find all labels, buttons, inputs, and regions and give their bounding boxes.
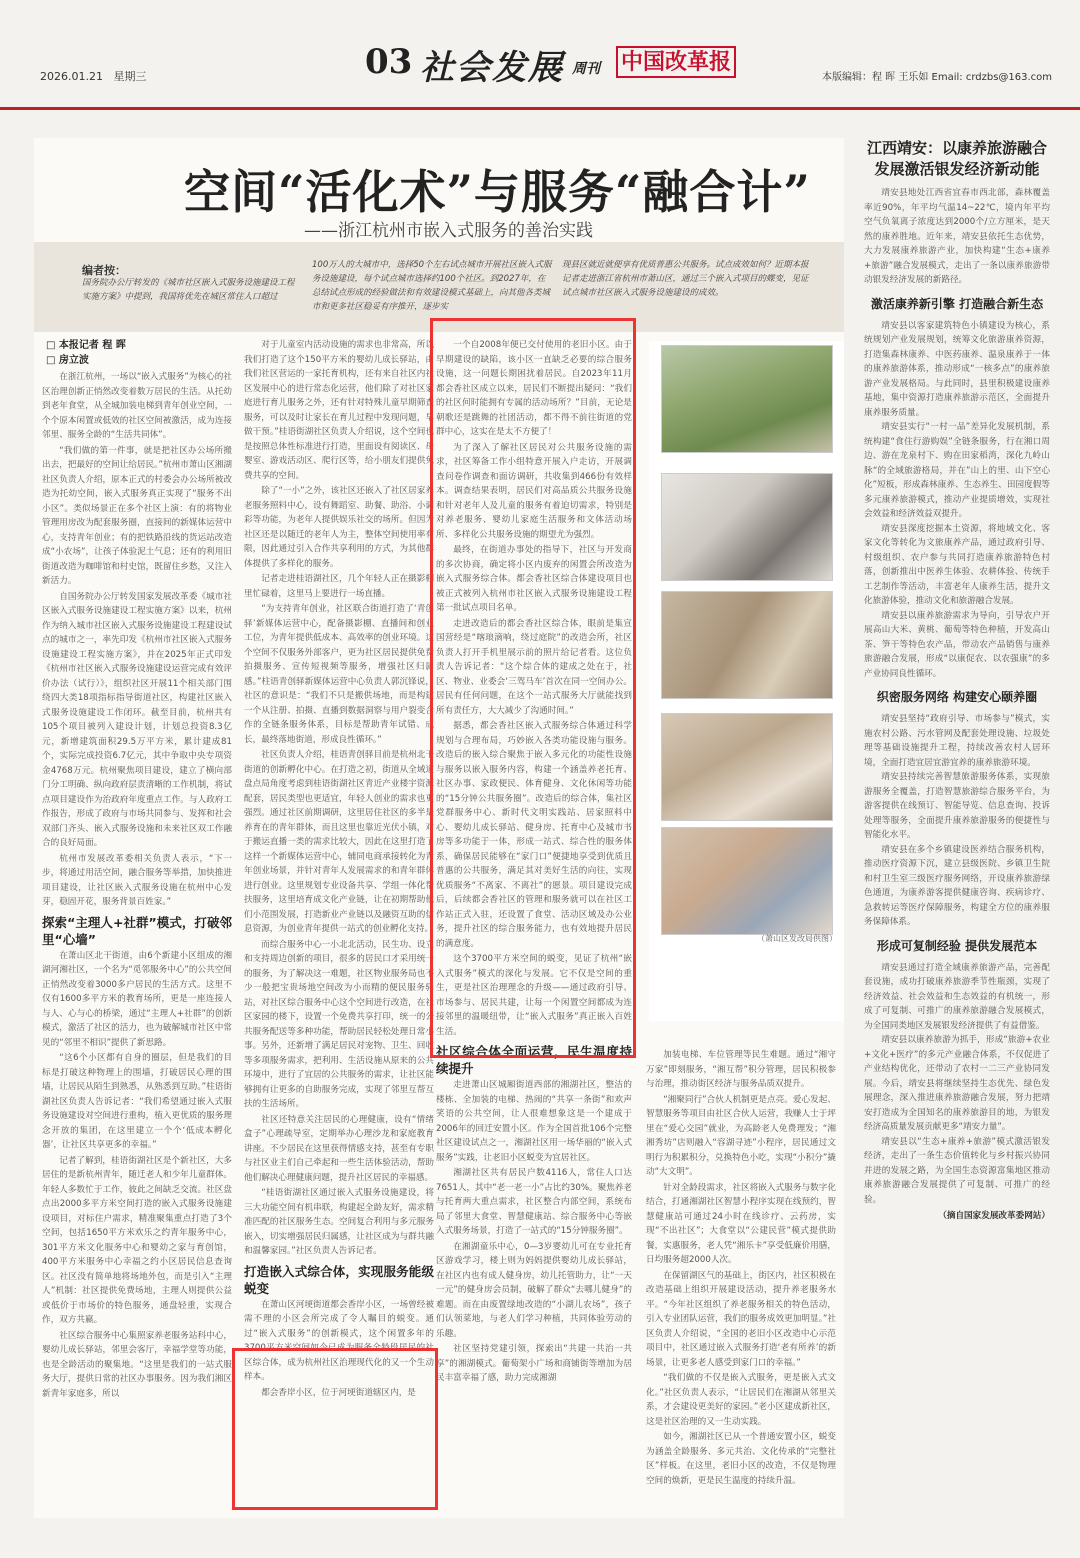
paragraph: 在萧山区河埂街道都会香岸小区，一场曾经被需不理的小区会所完成了令人瞩目的蜕变。通过“嵌入式服务”的创新模式，这个闲置多年的3700平方米空间如今已成为服务全龄段居民的社区综合体，成为杭州社区治理现代化的又一个生动样本。 (244, 1299, 434, 1382)
main-article (34, 138, 844, 1518)
issue-date: 2026.01.21 星期三 (40, 70, 147, 83)
article-subtitle: ——浙江杭州市嵌入式服务的善治实践 (304, 221, 593, 241)
paragraph: 记者走进桂语湖社区，几个年轻人正在摄影棚里忙碌着，这里马上要进行一场直播。 (244, 574, 434, 599)
paragraph: 湘湖社区共有居民户数4116人，常住人口达7651人，其中“老一老一小”占比约30%。聚焦养老与托育两大重点需求，社区整合内部空间，系统布局了邻里大食堂、智慧健康站、综合服务中心等嵌入式服务场景，打造了一站式的“15分钟服务圈”。 (436, 1168, 632, 1236)
sidebar-title-line1: 江西靖安：以康养旅游融合 (866, 139, 1047, 157)
paragraph: 靖安县以“生态+康养+旅游”模式激活银发经济，走出了一条生态价值转化与乡村振兴协同并进的发展之路，为全国生态资源富集地区推动康养旅游融合发展提供了可复制、可推广的经验。 (864, 1136, 1050, 1205)
paragraph: 靖安县实行“一村一品”差异化发展机制，系统构建“食住行游购娱”全链条服务，行在湘口周边、游在龙泉村下、购在田家稻湾，深化九岭山脉“的全域旅游格局，并在”山上的里、山下空心化”短板，形成森林康养、生态养生、田园度假等多元康养旅游模式，推动产业提质增效，实现社会效益和经济效益双提升。 (864, 422, 1050, 519)
paragraph: 在湘湖童乐中心，0—3岁婴幼儿可在专业托育区游戏学习，楼上则为妈妈提供婴幼儿成长驿站，在社区内也有成人健身房，幼儿托管助力，让“一天一元”的健身房会员制，破解了群众“去哪儿健身”的难题。而在由废置绿地改造的“小湖儿农场”，孩子们认领菜地，与老人们学习种植，共同体验劳动的乐趣。 (436, 1241, 632, 1339)
article-column-4 (646, 1048, 836, 1500)
paragraph: “我们做的第一件事，就是把社区办公场所搬出去，把最好的空间让给居民。”杭州市萧山区湘湖社区负责人介绍，原本正式的村委会办公场所被改造为托幼空间，嵌入式服务真正实现了“服务不出小区”。类似场景正在多个社区上演：有的将物业管理用房改为配套服务圈，直接间的新媒体运营中心，支持青年创业；有的把铁路沿线的货运站改造成“小农场”，让孩子体验泥土气息；还有的利用旧街道改造为咖啡馆和村史馆，既留住乡愁，又注入新活力。 (42, 445, 232, 586)
weekly-label: 周刊 (572, 61, 600, 77)
paragraph: 为了深入了解社区居民对公共服务设施的需求，社区筹备工作小组特意开展入户走访，开展调查问卷作调查和面访调研，共收集到466份有效样本。调查结果表明，居民们对高品质公共服务设施和针对老年人及儿童的服务有着迫切需求，特别是对养老服务、婴幼儿家庭生活服务和文体活动场所、多样化公共服务设施的期望尤为强烈。 (436, 442, 632, 540)
paragraph: 靖安县通过打造全域康养旅游产品，完善配套设施，成功打破康养旅游季节性瓶颈，实现了经济效益、社会效益和生态效益的有机统一，形成了可复制、可推广的康养旅游融合发展模式，为全国同类地区发展银发经济提供了有益借鉴。 (864, 962, 1050, 1031)
paragraph: 而综合服务中心一小北北活动，民生功、设立和支持周边创新的项目，很多的居民口才采用统一的服务，为了解决这一难题，社区物业服务局也不少一般把宝贵场地空间改为小而精的便民服务驿站，对社区综合服务中心这个空间进行改造，在社区家园的楼下，设置一个免费共享打印，统一的公共服务配送等多种功能，帮助居民轻松处理日常小事。另外，还新增了满足居民对宠物、卫生、回收等多项服务需求，把利用、生活设施从原来的公共环境中，进行了宜居的公共服务的需求，让社区能够拥有让更多的自助服务完成，实现了邻里互帮互扶的生活场所。 (244, 939, 434, 1109)
paragraph: “为支持青年创业，社区联合街道打造了‘青创驿’新媒体运营中心，配备摄影棚、直播间和创业工位，为青年提供低成本、高效率的创业环境。这个空间不仅服务外部客户，更为社区居民提供免费拍摄服务、宣传短视频等服务，增强社区归属感。”柱语青创驿新媒体运营中心负责人郭沉锋说，社区的意识是：“我们不只是搬供场地，而是构建一个从注册、拍摄、直播到数据洞察与用户裂变合作的全链条服务体系，目标是帮助青年试错、成长，最终落地街道，形成良性循环。” (244, 604, 434, 745)
byline (46, 338, 126, 368)
paragraph: 在萧山区北干街道，由6个新建小区组成的湘湖河湘社区，一个名为“觅邻服务中心”的公共空间正悄然改变着3000多户居民的生活方式。这里不仅有1600多平方米的教育场所，更是一座连接人与人、心与心的桥梁，通过“主理人+社群”的创新模式，激活了社区的活力，也为破解城市社区中常见的“邻里不相识”提供了新思路。 (42, 950, 232, 1048)
paragraph: 在浙江杭州，一场以“嵌入式服务”为核心的社区治理创新正悄然改变着数万居民的生活。从托幼到老年食堂，从全城加装电梯到青年创业空间，一个个原本闲置或低效的社区空间被激活，成为连接邻里、服务全龄的“生活共同体”。 (42, 372, 232, 440)
section-title: 社会发展 (420, 48, 564, 88)
paragraph: 针对全龄段需求，社区将嵌入式服务与数字化结合，打通湘湖社区智慧小程序实现在线预约，智慧健康站可通过24小时在线诊疗、云药房，实现“不出社区”；大食堂以“公建民营”模式提供助餐，实惠服务，老人凭“湘乐卡”享受低廉价用膳，日均服务超2000人次。 (646, 1182, 836, 1265)
editor-note-col2: 100万人的大城市中，选择50个左右试点城市开展社区嵌入式服务设施建设，每个试点城市选择约100个社区。到2027年，在总结试点形成的经验做法和有效建设模式基础上，向其他各类城市和更多社区稳妥有序推开，逐步实 (312, 260, 552, 312)
paper-logo: 中国改革报 (616, 46, 736, 78)
paragraph: “这6个小区都有自身的圈层，但是我们的目标是打破这种物理上的围墙，打破居民心理的围墙，让居民从陌生到熟悉，从熟悉到互助。”柱语街湖社区负责人告诉记者：“我们希望通过嵌入式服务设施建设对空间进行重构，植入更优质的服务理念开放的集团，在这里建立一个个‘低成本孵化器’，让社区共享更多的幸福。” (42, 1053, 232, 1150)
article-column-1 (42, 370, 232, 1500)
paragraph: 靖安县坚持“政府引导、市场参与”模式，实施农村公路、污水管网及配套处理设施、垃圾处理等基础设施提升工程，持续改善农村人居环境，全面打造宜居宜游宜养的康养旅游环境。 (864, 714, 1050, 768)
paragraph: 对于儿童室内活动设施的需求也非常高，所以我们打造了这个150平方米的婴幼儿成长驿站，由我们社区营运的一家托育机构，还有来自社区内社区发展中心的进行常态化运营，他们除了对社区家庭进行育儿服务之外，还有针对特殊儿童早期筛查服务，可以及时让家长在育儿过程中发现问题，早做干预。”桂语街湖社区负责人介绍说，这个空间也是按照总体性标准进行打造，里面设有阅读区、母婴室、游戏活动区、爬行区等，给小朋友们提供免费共享的空间。 (244, 340, 434, 481)
highlight-box-upper (430, 318, 636, 1058)
paragraph: 靖安县持续完善智慧旅游服务体系，实现旅游服务全覆盖，打造智慧旅游综合服务平台，为游客提供在线预订、智能导览、信息查询、投诉处理等服务，全面提升康养旅游服务的便捷性与智能化水平。 (864, 772, 1050, 840)
paragraph: 靖安县以康养旅游需求为导向，引导农户开展高山大米、黄桃、葡萄等特色种植，开发高山茶、笋干等特色农产品，带动农产品销售与康养旅游融合发展，形成“以康促农、以农强康”的多产业协同良性循环。 (864, 610, 1050, 679)
article-title: 空间“活化术”与服务“融合计” (184, 165, 811, 219)
paragraph: 走进萧山区城厢街道西部的湘湖社区，整洁的楼栋、全加装的电梯、热闹的“共享一条街”和欢声笑语的公共空间，让人很难想象这是一个建成于2006年的回迁安置小区。作为全国首批106个完整社区建设试点之一，湘湖社区用一场华丽的“嵌入式服务”实践，让老旧小区蜕变为宜居社区。 (436, 1080, 632, 1163)
paragraph: 靖安县在多个乡镇建设医养结合服务机构，推动医疗资源下沉，建立县级医院、乡镇卫生院和村卫生室三级医疗服务网络，开设康养旅游绿色通道，为康养游客提供健康咨询、疾病诊疗、急救转运等医疗保障服务，构建全方位的康养服务保障体系。 (864, 844, 1050, 927)
paragraph: 据悉，都会香社区嵌入式服务综合体通过科学规划与合理布局，巧妙嵌入各类功能设施与服务。改造后的嵌入综合聚焦于嵌入多元化的功能性设施与服务以嵌入服务内容，构建一个涵盖养老托育、社区办事、家政便民、体育健身、文化休闲等功能的“15分钟公共服务圈”。改造后的综合体，集社区党群服务中心、新时代文明实践站、居家照料中心、婴幼儿成长驿站、健身房、托育中心及城市书房等多功能于一体，形成一站式、综合性的服务体系，确保居民能够在“家门口”便捷地享受到优质且普惠的公共服务，满足其对美好生活的向往，实现优质服务“不离家、不离社”的愿景。项目建设完成后，后续都会香社区的管理和服务就可以在社区工作站正式入驻，还设置了食堂、活动区域及办公业务，提升社区的综合服务能力，也有效地提升居民的满意度。 (436, 721, 632, 949)
paragraph: 最终，在街道办事处的指导下，社区与开发商的多次协商，确定将小区内废弃的闲置会所改造为嵌入式服务综合体。都会香社区综合体建设项目也被正式被列入杭州市社区嵌入式服务设施建设工程第一批试点项目名单。 (436, 545, 632, 613)
paragraph: 在保留湖区气的基础上，街区内，社区积极在改造基础上组织开展建设活动，提升养老服务水平。“今年社区组织了养老服务相关的特色活动，引入专业团队运营，我们的服务成效更加明显。”社区负责人介绍说，“全国的老旧小区改造中心示范项目中，社区通过嵌入式服务打造‘老有所养’的新场景，让更多老人感受到家门口的幸福。” (646, 1270, 836, 1368)
editor-note-col3: 现县区就近就便享有优质普惠公共服务。试点成效如何？近期本报记者走进浙江省杭州市萧山区，通过三个嵌入式项目的蝶变，见证试点城市社区嵌入式服务设施建设的成效。 (562, 260, 809, 298)
sidebar-title-line2: 发展激活银发经济新动能 (874, 160, 1040, 178)
paragraph: 杭州市发展改革委相关负责人表示，“下一步，将通过用活空间，融合服务等举措，加快推进项目建设，让社区嵌入式服务设施在杭州中心发芽，稳固开花，服务背景百姓家。” (42, 853, 232, 907)
sidebar-heading: 织密服务网络 构建安心颐养圈 (876, 690, 1038, 704)
editor-note-col1: 国务院办公厅转发的《城市社区嵌入式服务设施建设工程实施方案》中提到，我国将优先在城区常住人口超过 (82, 278, 295, 302)
paragraph: 一个自2008年便已交付使用的老旧小区。由于早期建设的缺陷，该小区一直缺乏必要的综合服务设施，这一问题长期困扰着居民。自2023年11月都会香社区成立以来，居民们不断提出疑问：“我们的社区何时能拥有专属的活动场所？”目前，无论是朝歌还是跳舞的社团活动，都不得不前往街道的党群中心，这实在是太不方便了！ (436, 340, 632, 437)
article-column-2 (244, 338, 434, 1500)
paragraph: 靖安县深度挖掘本土资源，将地域文化、客家文化等转化为文旅康养产品，通过政府引导、村级组织、农户参与共同打造康养旅游特色村落，创新推出中医养生体验、农耕体验、传统手工艺制作等活动，丰富老年人康养生活，提升文化旅游体验，推动文化和旅游融合发展。 (864, 523, 1050, 606)
paragraph: “湘聚同行”合伙人机制更是点亮。爱心发起、智慧服务等项目由社区合伙人运营，我赚人士于坪里在“爱心交园”就业，为高龄老人免费理发；“湘湘秀坊”店则融入“容湖寻迹”小程序，居民通过文明行为积累积分，兑换特色小吃，实现“小积分”撬动“大文明”。 (646, 1094, 836, 1177)
paragraph: 如今，湘湖社区已从一个普通安置小区，蜕变为涵盖全龄服务、多元共治、文化传承的“完整社区”样板。在这里，老旧小区的改造，不仅是物理空间的焕新，更是民生温度的持续升温。 (646, 1432, 836, 1486)
section-heading: 打造嵌入式综合体，实现服务能级蜕变 (244, 1263, 434, 1296)
photo-hall (661, 591, 833, 699)
paragraph: 记者了解到，桂语街湖社区是个新社区，大多居住的是新杭州青年，随迁老人和少年儿童群体。年轻人多数忙于工作，彼此之间缺乏交流。社区盘点出2000多平方米空间打造的嵌入式服务设施建设项目，对标住户需求，精准聚集重点打造了3个空间，包括1650平方米欢乐之约青年服务中心，301平方米文化服务中心和婴幼之家与育创馆，400平方米服务中心幸福之约小区居民信息查询区。社区没有简单地将场地外包，而是引入“主理人”机制：社区提供免费场地，主理人则提供公益或低价于市场价的特色服务，通盘轻重，实现合作，双方共嬴。 (42, 1155, 232, 1325)
photo-group (649, 341, 844, 1021)
photo-studio (661, 473, 833, 581)
editor-note-label: 编者按： (82, 264, 126, 277)
sidebar-article (864, 138, 1050, 1518)
byline-author: □ 房立波 (46, 355, 89, 366)
paragraph: 加装电梯、车位管理等民生难题。通过“湘守万家”即刻服务，“湘互帮”积分管理，居民积极参与治理，推动街区经济与服务品质双提升。 (646, 1050, 836, 1089)
paragraph: 走进改造后的都会香社区综合体，眼前是集宣国营经是“喀琅滴响，绕过庭院”的改造会所，社区负责人打开手机里展示前的照片给记者看。这位负责人告诉记者：“这个综合体的建成之处在于，社区、物业、业委会‘三驾马车’首次在同一空间办公。居民有任何问题，在这个一站式服务大厅就能找到所有责任方，大大减少了沟通时间。” (436, 618, 632, 716)
section-heading: 探索“主理人+社群”模式，打破邻里“心墙” (42, 914, 232, 947)
photo-caption: （萧山区发改局供图） (757, 934, 837, 943)
paragraph: 这个3700平方米空间的蜕变，见证了杭州“嵌入式服务”模式的深化与发展。它不仅是空间的重生，更是社区治理理念的升级——通过政府引导、市场参与、居民共建，让每一个闲置空间都成为连接邻里的温暖纽带，让“嵌入式服务”真正嵌入百姓生活。 (436, 954, 632, 1037)
paragraph: 靖安县以客家建筑特色小镇建设为核心，系统规划产业发展规划，统筹文化旅游康养资源，打造集森林康养、中医药康养、温泉康养于一体的康养旅游体系，推动形成“一核多点”的康养旅游产业发展格局。与此同时，县里积极建设康养基地，集中资源打造康养旅游示范区，全面提升康养服务质量。 (864, 320, 1050, 418)
photo-garden (661, 345, 833, 453)
highlight-box-lower (232, 1348, 438, 1510)
paragraph: 社区坚持党建引领，探索出“共建一共治一共享”的湘湖模式。葡萄架小广场和商铺街等增加为居民丰富幸福了感，助力完成湘湖 (436, 1344, 632, 1383)
page-number: 03 (365, 42, 413, 82)
section-heading: 社区综合体全面运营，民生温度持续提升 (436, 1044, 632, 1076)
paragraph: 社区还特意关注居民的心理健康，设有“情绪盒子”心理疏导室，定期举办心理沙龙和家庭教育讲座。不少居民在这里获得情感支持，甚至有专职与社区业主们自己牵起和一些生活体验活动，帮助他们解决心理健康问题，提升社区居民的幸福感。 (244, 1114, 434, 1183)
photo-group-activity (661, 827, 833, 935)
paragraph: 自国务院办公厅转发国家发展改革委《城市社区嵌入式服务设施建设工程实施方案》以来，杭州作为纳入城市社区嵌入式服务设施建设工程建设试点的城市之一，率先印发《杭州市社区嵌入式服务设施建设工程实施方案》，并在2025年正式印发《杭州市社区嵌入式服务设施建设运营完成有效评价办法（试行）》，组织社区开展11个相关部门围绕四大类18项指标指导街道社区，构建社区嵌入式服务设施建设工作闭环。截至目前，杭州共有105个项目被列入建设计划，计划总投资8.3亿元，新增建筑面积29.5万平方米，累计建成81个，实际完成投资6.7亿元，其中争取中央专项资金4768万元。杭州聚焦项目建设，建立了横向部门分工明确、纵向政府层责清晰的工作机制，将试点项目建设作为治政府年度重点工作。与人政府工作报告，形成了政府与市场共同参与、发挥和社会双部门齐头、嵌入式服务设施和未来社区双工作融合的良好局面。 (42, 591, 232, 848)
sidebar-heading: 形成可复制经验 提供发展范本 (876, 938, 1038, 953)
editors-info: 本版编辑：程 晖 王乐如 Email: crdzbs@163.com (822, 72, 1053, 83)
sidebar-body (864, 186, 1050, 1224)
paragraph: 社区负责人介绍，桂语青创驿目前是杭州北干街道的创新孵化中心。在打造之初，街道从全域道盘点局角度考虑到桂语街湖社区青近产业楼宇资源配套，居民类型也更适宜，年轻人创业的需求也更强烈。通过社区前期调研，这里居住社区的多半是养育在的青年群体，而且这里也靠近光伏小镇，对于搬运直播一类的需求比较大，因此在这里打造了这样一个新媒体运营中心，辅同电商承接转化为青年创业场景，并针对青年人发展需求的和青年群体进行创业。这里规划专业设备共享、学组一体化帮扶服务，这里培育成文化产业链，让在初期帮助他们小范围发展，打造新业产业链以及融资互助的信息资源，为创业青年提供一站式的创业孵化支持。 (244, 750, 434, 934)
paragraph: “我们做的不仅是嵌入式服务，更是嵌入式文化。”社区负责人表示，“让居民们在湘湖从邻里关系，才会建设更美好的家园。”老小区建成新社区，这是社区治理的又一生动实践。 (646, 1373, 836, 1427)
sidebar-source: （摘自国家发展改革委网站） (938, 1211, 1050, 1221)
masthead (0, 40, 1080, 110)
paragraph: 都会香岸小区，位于河埂街道辖区内，是 (261, 1387, 416, 1398)
paragraph: “桂语街湖社区通过嵌入式服务设施建设，将三大功能空间有机串联，构建起全龄友好，需求精准匹配的社区服务生态。空间复合利用与多元服务嵌入，切实增强居民归属感，让社区成为与群共融和温馨家园。”社区负责人告诉记者。 (244, 1188, 434, 1256)
sidebar-heading: 激活康养新引擎 打造融合新生态 (870, 296, 1044, 311)
paragraph: 社区综合服务中心集照家养老服务站科中心，婴幼儿成长驿站，邻里会客厅，幸福学堂等功能，也是全龄活动的聚集地。“这里是我们的一站式服务大厅，提供日常的社区办事服务。因为我们湘区新青年家庭多，所以 (42, 1330, 232, 1399)
photo-classroom (661, 713, 833, 821)
paragraph: 除了“一小”之外，该社区还嵌入了社区居家养老服务照料中心，设有舞蹈室、助餐、助浴、小调彩等功能，为老年人提供娱乐社交的场所。但因为社区还是以随迁的老年人为主，整体空间使用率有限，因此通过引入合作共享利用的方式，为其他群体提供了多样化的服务。 (244, 486, 434, 569)
byline-reporter: □ 本报记者 程 晖 (46, 340, 126, 351)
paragraph: 靖安县地处江西省宜春市西北部，森林覆盖率近90%，年平均气温14~22℃，境内年平均空气负氧离子浓度达到2000个/立方厘米，是天然的康养胜地。近年来，靖安县依托生态优势，大力发展康养旅游产业，加快构建“生态+康养+旅游”融合发展模式，走出了一条以康养旅游带动银发经济发展的新路径。 (864, 188, 1050, 285)
paragraph: 靖安县以康养旅游为抓手，形成“旅游+农业+文化+医疗”的多元产业融合体系，不仅促进了产业结构优化，还带动了农村一二三产业协同发展。今后，靖安县将继续坚持生态优先、绿色发展理念，深入推进康养旅游融合发展，努力把靖安打造成为全国知名的康养旅游目的地，为银发经济高质量发展贡献更多“靖安力量”。 (864, 1035, 1050, 1132)
weekday: 星期三 (113, 70, 147, 83)
